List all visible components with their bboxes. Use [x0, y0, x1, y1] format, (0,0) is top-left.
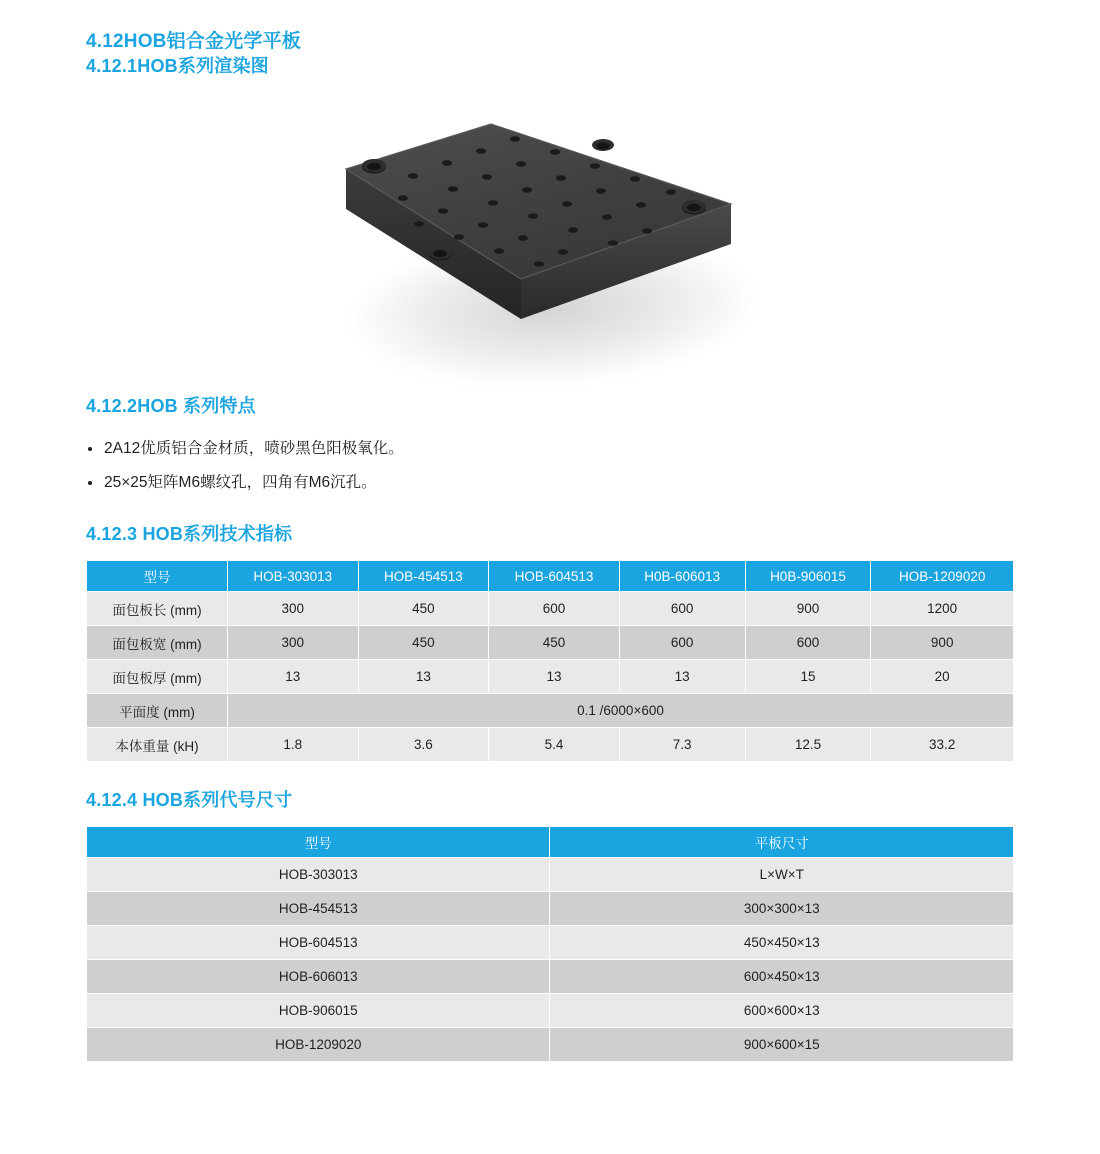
- spec-header-model: 型号: [87, 561, 228, 592]
- spec-header-col1: HOB-303013: [228, 561, 359, 592]
- cell: 450: [489, 626, 620, 660]
- cell-size: 900×600×15: [550, 1028, 1014, 1062]
- cell-size: 450×450×13: [550, 926, 1014, 960]
- table-row: [87, 926, 1014, 960]
- row-label: 面包板长 (mm): [87, 592, 228, 626]
- cell: 600: [489, 592, 620, 626]
- cell-model: HOB-454513: [87, 892, 550, 926]
- cell: 13: [358, 660, 489, 694]
- cell: 600: [619, 592, 745, 626]
- cell-size: L×W×T: [550, 858, 1014, 892]
- table-row: [87, 694, 1014, 728]
- code-size-table: [86, 826, 1014, 1062]
- plate-svg: [341, 114, 761, 374]
- spec-header-col5: H0B-906015: [745, 561, 871, 592]
- table-row: [87, 1028, 1014, 1062]
- table-row: [87, 827, 1014, 858]
- spec-header-col2: HOB-454513: [358, 561, 489, 592]
- cell-size: 600×600×13: [550, 994, 1014, 1028]
- row-label: 本体重量 (kH): [87, 728, 228, 762]
- cell-model: HOB-303013: [87, 858, 550, 892]
- section-title-spec: 4.12.3 HOB系列技术指标: [86, 524, 293, 544]
- table-row: [87, 858, 1014, 892]
- cell-model: HOB-906015: [87, 994, 550, 1028]
- cell: 300: [228, 592, 359, 626]
- cell-model: HOB-606013: [87, 960, 550, 994]
- code-header-model: 型号: [87, 827, 550, 858]
- cell-size: 600×450×13: [550, 960, 1014, 994]
- cell: 3.6: [358, 728, 489, 762]
- spec-table-head: [87, 561, 1014, 592]
- table-row: [87, 561, 1014, 592]
- row-label: 面包板宽 (mm): [87, 626, 228, 660]
- table-row: [87, 592, 1014, 626]
- row-label: 平面度 (mm): [87, 694, 228, 728]
- cell: 13: [228, 660, 359, 694]
- cell: 1200: [871, 592, 1014, 626]
- cell: 600: [745, 626, 871, 660]
- section-title-code: 4.12.4 HOB系列代号尺寸: [86, 790, 293, 810]
- feature-list: [86, 432, 1014, 500]
- cell: 450: [358, 592, 489, 626]
- spec-header-col3: HOB-604513: [489, 561, 620, 592]
- spec-table-body: [87, 592, 1014, 762]
- cell: 450: [358, 626, 489, 660]
- table-row: [87, 728, 1014, 762]
- spec-header-col6: HOB-1209020: [871, 561, 1014, 592]
- table-row: [87, 892, 1014, 926]
- cell: 300: [228, 626, 359, 660]
- table-row: [87, 994, 1014, 1028]
- code-table-body: [87, 858, 1014, 1062]
- code-table-head: [87, 827, 1014, 858]
- code-header-size: 平板尺寸: [550, 827, 1014, 858]
- section-title-render: 4.12.1HOB系列渲染图: [86, 56, 269, 76]
- cell-size: 300×300×13: [550, 892, 1014, 926]
- spec-header-col4: H0B-606013: [619, 561, 745, 592]
- cell: 13: [489, 660, 620, 694]
- cell: 600: [619, 626, 745, 660]
- row-label: 面包板厚 (mm): [87, 660, 228, 694]
- cell: 900: [871, 626, 1014, 660]
- page-title: 4.12HOB铝合金光学平板: [86, 31, 302, 52]
- cell: 15: [745, 660, 871, 694]
- section-title-features: 4.12.2HOB 系列特点: [86, 396, 256, 416]
- table-row: [87, 660, 1014, 694]
- optical-breadboard-illustration: [341, 114, 761, 374]
- cell: 13: [619, 660, 745, 694]
- cell-flatness-value: 0.1 /6000×600: [228, 694, 1014, 728]
- cell: 12.5: [745, 728, 871, 762]
- cell: 33.2: [871, 728, 1014, 762]
- list-item: 2A12优质铝合金材质，喷砂黑色阳极氧化。: [86, 432, 1014, 466]
- table-row: [87, 626, 1014, 660]
- cell: 900: [745, 592, 871, 626]
- cell: 1.8: [228, 728, 359, 762]
- cell-model: HOB-604513: [87, 926, 550, 960]
- product-render-figure: [86, 104, 1014, 394]
- cell: 5.4: [489, 728, 620, 762]
- list-item: 25×25矩阵M6螺纹孔，四角有M6沉孔。: [86, 466, 1014, 500]
- cell: 20: [871, 660, 1014, 694]
- spec-table: [86, 560, 1014, 762]
- cell-model: HOB-1209020: [87, 1028, 550, 1062]
- table-row: [87, 960, 1014, 994]
- cell: 7.3: [619, 728, 745, 762]
